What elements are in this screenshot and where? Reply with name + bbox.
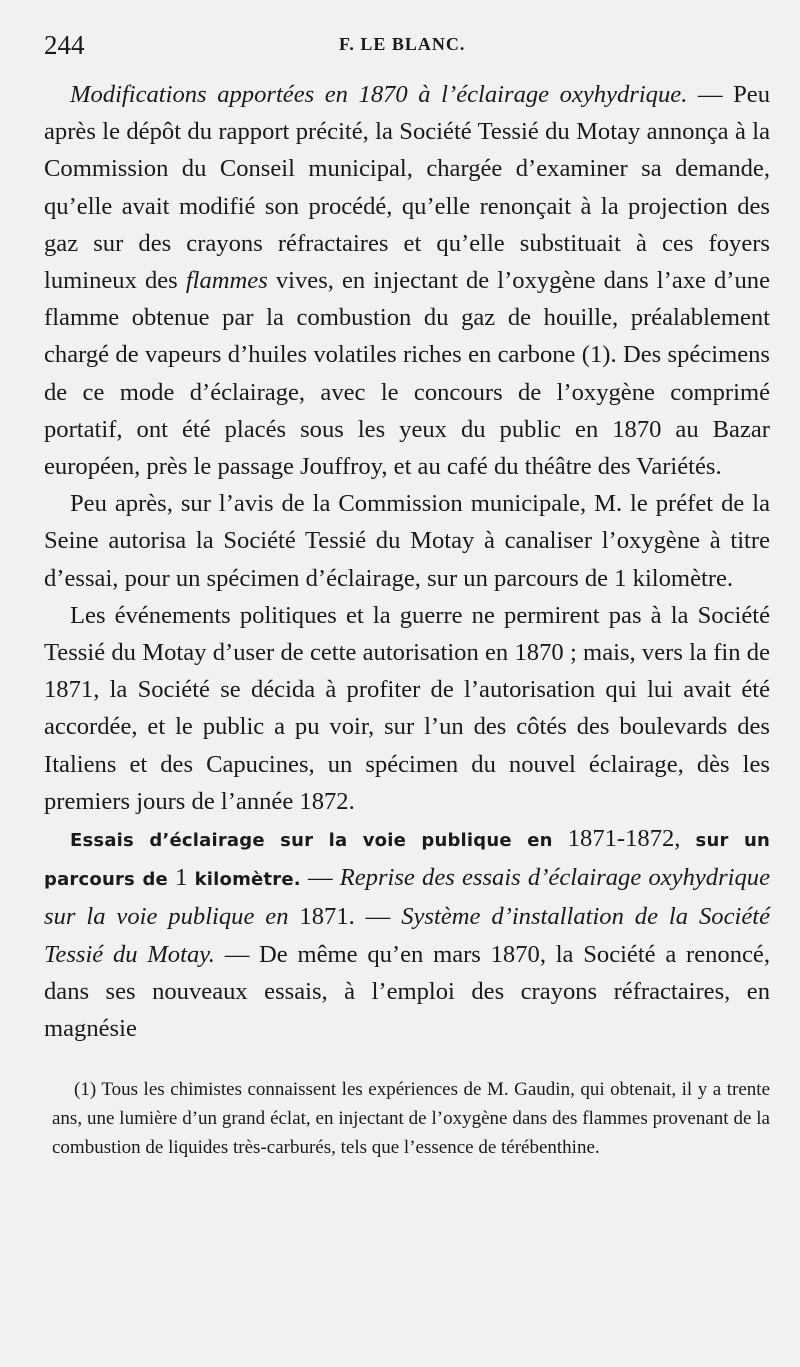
- running-title: F. LE BLANC.: [339, 34, 466, 54]
- paragraph-text: — Peu après le dépôt du rapport précité, la Société Tessié du Motay annonça à la Commission du Conseil municipal, chargée d’examiner sa demande, qu’elle avait modifié son procédé, qu’elle renonçait à la projection des gaz sur des crayons réfractaires et qu’elle substituait à ces foyers lumineux des: [44, 81, 770, 295]
- section-paragraph-1: [44, 76, 770, 485]
- section-title-1: Modifications apportées en 1870 à l’éclairage oxyhydrique.: [70, 81, 688, 108]
- section-title-2-km: 1: [167, 864, 195, 892]
- section-title-2-dash: —: [300, 864, 340, 892]
- body-text: [44, 76, 770, 1047]
- section-2-text: — De même qu’en mars 1870, la Société a renoncé, dans ses nouveaux essais, à l’emploi des crayons réfractaires, en magnésie: [44, 940, 770, 1043]
- footnotes: [44, 1075, 770, 1162]
- emphasis-flammes: flammes: [185, 267, 268, 295]
- paragraph-2: Peu après, sur l’avis de la Commission municipale, M. le préfet de la Seine autorisa la Société Tessié du Motay à canaliser l’oxygène à titre d’essai, pour un spécimen d’éclairage, sur un parcours de 1 kilomètre.: [44, 490, 770, 592]
- section-subtitle-a: Reprise des essais d’éclairage oxyhydrique sur la voie publique en: [44, 864, 770, 931]
- section-title-2-years: 1871-1872,: [552, 825, 681, 853]
- page-number: 244: [44, 30, 85, 60]
- section-subtitle-year: 1871. —: [288, 903, 402, 931]
- section-title-2-bold-b: sur un parcours de: [44, 830, 770, 891]
- section-paragraph-2: [44, 820, 770, 1047]
- running-head: [44, 30, 770, 76]
- section-subtitle-b: Système d’installation de la Société Tessié du Motay.: [44, 903, 770, 968]
- section-title-2-bold: Essais d’éclairage sur la voie publique en: [70, 830, 553, 852]
- paragraph-text-continued: vives, en injectant de l’oxygène dans l’axe d’une flamme obtenue par la combustion du gaz de houille, préalablement chargé de vapeurs d’huiles volatiles riches en carbone (1). Des spécimens de ce mode d’éclairage, avec le concours de l’oxygène comprimé portatif, ont été placés sous les yeux du public en 1870 au Bazar européen, près le passage Jouffroy, et au café du théâtre des Variétés.: [44, 267, 770, 481]
- footnote-1: [52, 1075, 770, 1162]
- section-title-2-bold-c: kilomètre.: [194, 869, 301, 891]
- paragraph-3: Les événements politiques et la guerre ne permirent pas à la Société Tessié du Motay d’user de cette autorisation en 1870 ; mais, vers la fin de 1871, la Société se décida à profiter de l’autorisation qui lui avait été accordée, et le public a pu voir, sur l’un des côtés des boulevards des Italiens et des Capucines, un spécimen du nouvel éclairage, dès les premiers jours de l’année 1872.: [44, 601, 770, 815]
- footnote-number: (1): [74, 1079, 97, 1101]
- footnote-text: Tous les chimistes connaissent les expériences de M. Gaudin, qui obtenait, il y a trente ans, une lumière d’un grand éclat, en injectant de l’oxygène dans des flammes provenant de la combustion de liquides très-carburés, tels que l’essence de térébenthine.: [52, 1079, 770, 1159]
